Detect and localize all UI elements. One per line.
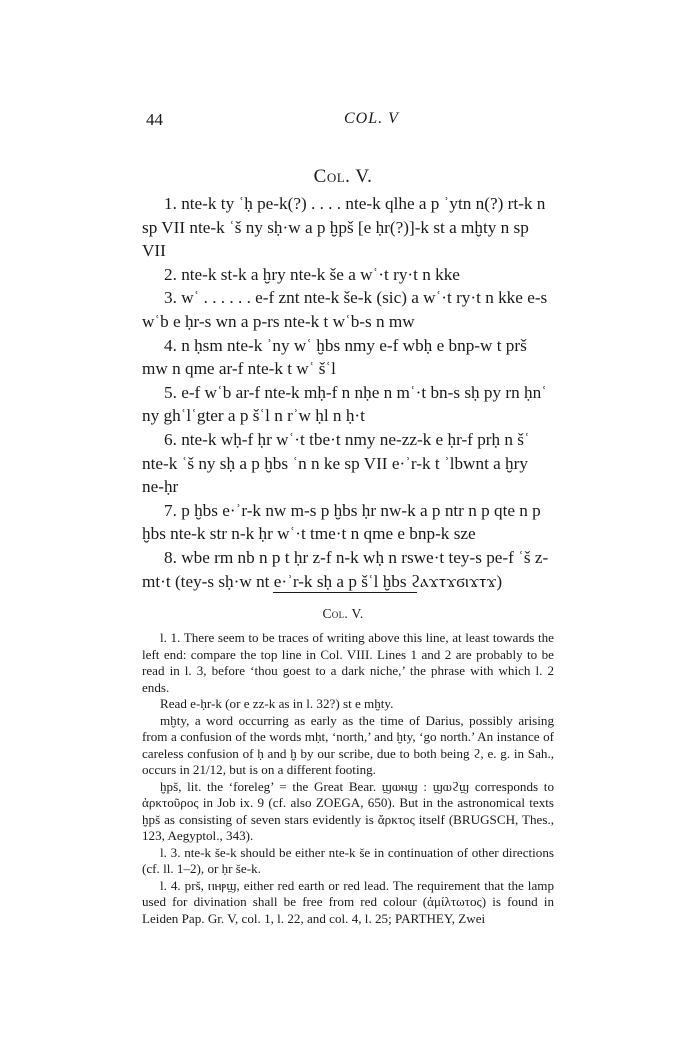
- note-line-4: l. 4. prš, ⲡⲏⲣϣ, either red earth or red lead. The requirement that the lamp used for divination shall be free from red colour (ἀμίλτωτος) is found in Leiden Pap. Gr. V, col. 1, l. 22, and col. 4, l. 25; PARTHEY, Zwei: [142, 877, 554, 926]
- note-line-1: l. 1. There seem to be traces of writing above this line, at least towards the left end: compare the top line in Col. VIII. Lines 1 and 2 are probably to be read in l. 3, before ‘thou goest to a dark niche,’ the phrase with which l. 2 ends.: [142, 630, 554, 695]
- page-number: 44: [146, 110, 163, 129]
- section-heading: Col. V.: [313, 166, 373, 187]
- transcription-line-8: 8. wbe rm nb n p t ḥr z-f n-k wḥ n rswe·t tey-s pe-f ʿš z-mt·t (tey-s sḥ·w nt e·ʾr-k sḥ a p šʿl ḫbs ϩⲁϫⲧϫϭⲓϫⲧϫ): [142, 547, 549, 591]
- section-divider: [273, 592, 417, 593]
- notes-block: [142, 630, 554, 927]
- running-title: COL. V: [344, 110, 399, 127]
- note-read: Read e-ḥr-k (or e zz-k as in l. 32?) st e mḫty.: [160, 696, 394, 711]
- transcription-line-2: 2. nte-k st-k a ḫry nte-k še a wʿ·t ry·t n kke: [164, 264, 460, 284]
- transcription-line-6: 6. nte-k wḥ-f ḥr wʿ·t tbe·t nmy ne-zz-k e ḥr-f prḥ n šʿ nte-k ʿš ny sḥ a p ḫbs ʿn n ke sp VII e·ʾr-k t ʾlbwnt a ḫry ne-ḥr: [142, 429, 530, 497]
- transcription-line-3: 3. wʿ . . . . . . e-f znt nte-k še-k (sic) a wʿ·t ry·t n kke e-s wʿb e ḥr-s wn a p-rs nte-k t wʿb-s n mw: [142, 288, 548, 331]
- note-mhty: mḫty, a word occurring as early as the time of Darius, possibly arising from a confusion of the words mḥt, ‘north,’ and ḫty, ‘go north.’ An instance of careless confusion of ḥ and ḫ by our scribe, due to both being ϩ, e. g. in Sah., occurs in 21/12, but is on a different footing.: [142, 712, 554, 777]
- running-head: [0, 110, 686, 134]
- notes-heading: Col. V.: [322, 606, 364, 621]
- note-line-3: l. 3. nte-k še-k should be either nte-k še in continuation of other directions (cf. ll. 1–2), or ḥr še-k.: [142, 844, 554, 876]
- note-hps: ḫpš, lit. the ‘foreleg’ = the Great Bear. ϣⲱⲛϣ : ϣⲱϩϣ corresponds to ἀρκτοῦρος in Job ix. 9 (cf. also ZOEGA, 650). But in the astronomical texts ḫpš as consisting of seven stars evidently is ἄρκτος itself (BRUGSCH, Thes., 123, Aegyptol., 343).: [142, 778, 554, 843]
- transcription-line-4: 4. n ḥsm nte-k ʾny wʿ ḫbs nmy e-f wbḥ e bnp-w t prš mw n qme ar-f nte-k t wʿ šʿl: [142, 335, 527, 379]
- transcription-line-1: 1. nte-k ty ʿḥ pe-k(?) . . . . nte-k qlhe a p ʾytn n(?) rt-k n sp VII nte-k ʿš ny sḥ·w a p ḫpš [e ḥr(?)]-k st a mḫty n sp VII: [142, 194, 546, 261]
- transcription-block: [142, 192, 550, 593]
- transcription-line-5: 5. e-f wʿb ar-f nte-k mḥ-f n nḥe n mʿ·t bn-s sḥ py rn ḥnʿ ny ghʿlʿgter a p šʿl n rʾw ḥl n ḥ·t: [142, 382, 547, 426]
- transcription-line-7: 7. p ḫbs e·ʾr-k nw m-s p ḫbs ḥr nw-k a p ntr n p qte n p ḫbs nte-k str n-k ḥr wʿ·t tme·t n qme e bnp-k sze: [142, 500, 541, 544]
